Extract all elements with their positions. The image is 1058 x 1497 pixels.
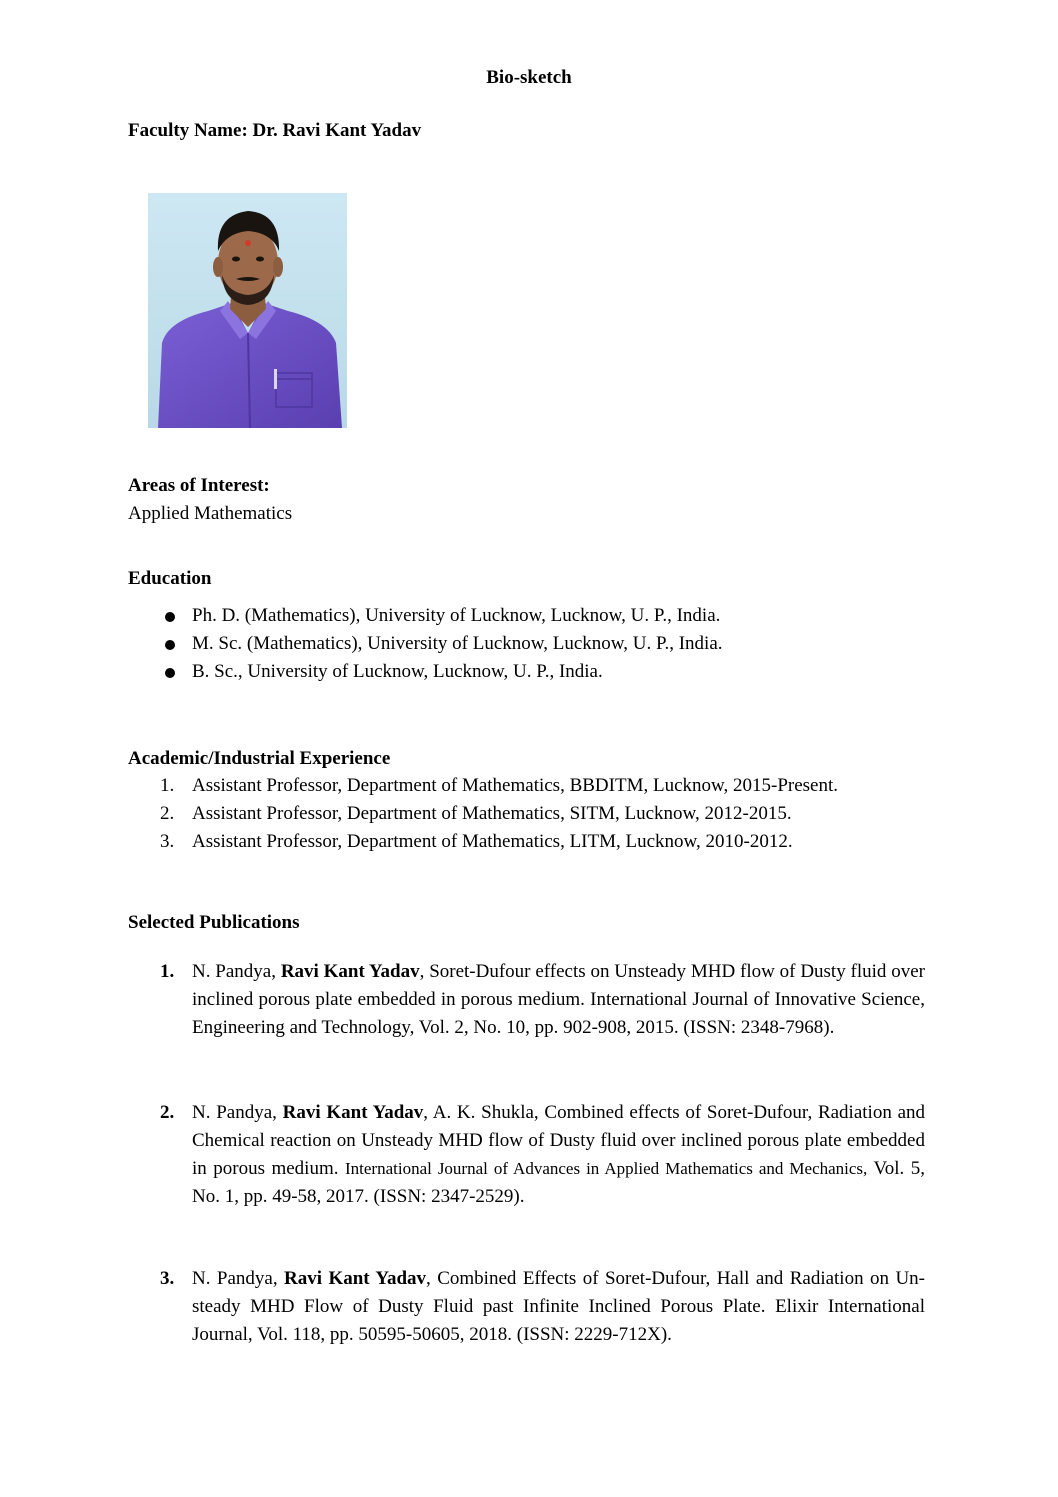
author-highlight: Ravi Kant Yadav [282,1102,424,1123]
faculty-photo [148,193,347,428]
author-highlight: Ravi Kant Yadav [280,961,420,982]
publication-item: 1. N. Pandya, Ravi Kant Yadav, Soret-Dufour effects on Unsteady MHD flow of Dusty fluid over inclined porous plate embedded in porous medium. International Journal of Innovative Science, Engineering and Technology, Vol. 2, No. 10, pp. 902-908, 2015. (ISSN: 2348-7968). [160,961,926,1038]
publication-item: 3. N. Pandya, Ravi Kant Yadav, Combined Effects of Soret-Dufour, Hall and Radiation on Un-steady MHD Flow of Dusty Fluid past Infinite Inclined Porous Plate. Elixir International Journal, Vol. 118, pp. 50595-50605, 2018. (ISSN: 2229-712X). [160,1268,925,1345]
bullet-icon [165,612,175,622]
list-item: Ph. D. (Mathematics), University of Lucknow, Lucknow, U. P., India. [160,602,723,630]
faculty-label: Faculty Name: [128,120,248,141]
faculty-name-line [128,117,421,145]
list-item: M. Sc. (Mathematics), University of Lucknow, Lucknow, U. P., India. [160,630,723,658]
list-item: B. Sc., University of Lucknow, Lucknow, U. P., India. [160,658,723,686]
experience-list [160,772,838,856]
journal-name: International Journal of Advances in Applied Mathematics and Mechanics, [344,1159,868,1178]
experience-heading: Academic/Industrial Experience [128,748,391,769]
author-highlight: Ravi Kant Yadav [284,1268,427,1289]
publication-item: 2. N. Pandya, Ravi Kant Yadav, A. K. Shukla, Combined effects of Soret-Dufour, Radiation and Chemical reaction on Unsteady MHD flow of Dusty fluid over inclined porous plate embedded in porous medium. International Journal of Advances in Applied Mathematics and Mechanics, Vol. 5, No. 1, pp. 49-58, 2017. (ISSN: 2347-2529). [160,1102,925,1207]
page-title: Bio-sketch [486,67,572,88]
areas-heading: Areas of Interest: [128,475,270,496]
education-heading: Education [128,568,212,589]
bullet-icon [165,640,175,650]
list-item: 3. Assistant Professor, Department of Mathematics, LITM, Lucknow, 2010-2012. [160,831,793,852]
areas-value: Applied Mathematics [128,503,293,524]
list-item: 2. Assistant Professor, Department of Mathematics, SITM, Lucknow, 2012-2015. [160,803,792,824]
publications-heading: Selected Publications [128,912,300,933]
list-item: 1. Assistant Professor, Department of Mathematics, BBDITM, Lucknow, 2015-Present. [160,775,839,796]
education-list [160,602,723,686]
faculty-name: Dr. Ravi Kant Yadav [252,120,422,141]
portrait-illustration [148,193,347,428]
bullet-icon [165,668,175,678]
